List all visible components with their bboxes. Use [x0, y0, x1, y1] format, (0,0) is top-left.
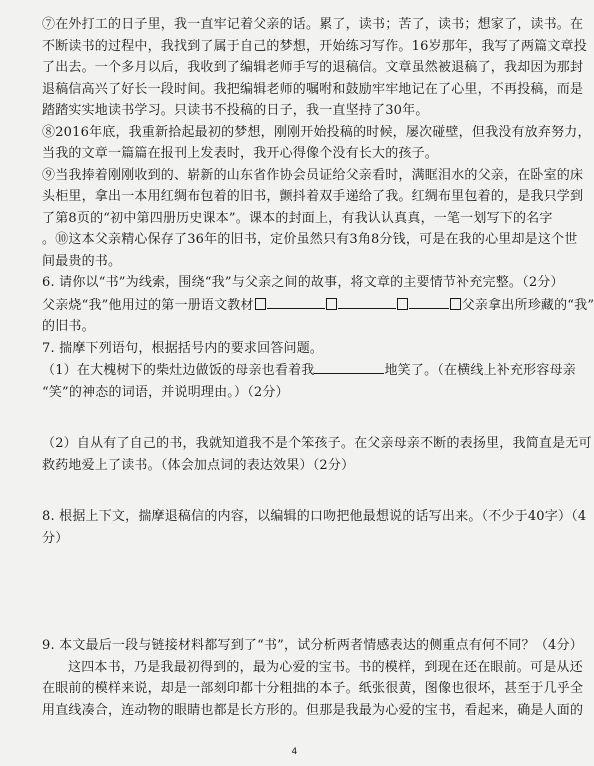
text-line: ⑨当我捧着刚刚收到的、崭新的山东省作协会员证给父亲看时，满眶泪水的父亲，在卧室的床	[42, 167, 584, 183]
question-title: 9. 本文最后一段与链接材料都写到了“书”，试分析两者情感表达的侧重点有何不同？（4分）	[42, 638, 583, 653]
material-line: 这四本书，乃是我最初得到的，最为心爱的宝书。书的模样，到现在还在眼前。可是从还	[68, 659, 583, 675]
answer-blank-2[interactable]	[338, 294, 396, 309]
answer-blank-mother-smile[interactable]	[314, 359, 384, 374]
fill-in-row	[42, 294, 594, 317]
question-9	[42, 635, 584, 721]
arrow-box	[326, 298, 337, 310]
question-6	[42, 272, 594, 338]
material-line: 在眼前的模样来说，却是一部刻印都十分粗拙的本子。纸张很黄，图像也很坏，甚至于几乎全	[42, 681, 584, 696]
answer-blank-1[interactable]	[267, 294, 325, 309]
paragraph-7	[42, 14, 587, 122]
text-line: 的旧书。	[42, 319, 95, 334]
question-stem: 6. 请你以“书”为线索，围绕“我”与父亲之间的故事，将文章的主要情节补充完整。（2分）	[42, 275, 564, 290]
fill-start-text: 父亲烧“我”他用过的第一册语文教材	[42, 297, 254, 313]
answer-space[interactable]	[42, 476, 543, 506]
arrow-box	[450, 298, 461, 310]
text-line: 救药地爱上了读书。（体会加点词的表达效果）（2分）	[42, 457, 355, 473]
sub-question-text: 地笑了。（在横线上补充形容母亲	[384, 363, 576, 378]
sub-question-1	[42, 359, 576, 382]
text-line: 头柜里，拿出一本用红绸布包着的旧书，颤抖着双手递给了我。红绸布里包着的，是我只学到	[42, 189, 584, 204]
text-line: 了第8页的“初中第四册历史课本”。课本的封面上，有我认认真真，一笔一划写下的名字	[42, 210, 553, 226]
fill-end-text: 父亲拿出所珍藏的“我”	[461, 297, 594, 313]
paragraph-9	[42, 165, 584, 273]
sub-question-2: （2）自从有了自己的书，我就知道我不是个笨孩子。在父亲母亲不断的表扬里，我简直是无可	[42, 436, 592, 451]
material-line: 用直线凑合，连动物的眼睛也都是长方形的。但那是我最为心爱的宝书，看起来，确是人面的	[42, 702, 584, 718]
arrow-box	[397, 298, 408, 310]
text-line: 退稿信高兴了好长一段时间。我把编辑老师的嘱咐和鼓励牢牢地记在了心里，不再投稿，而是	[42, 81, 584, 97]
text-line: 踏踏实实地读书学习。只读书不投稿的日子，我一直坚持了30年。	[42, 103, 429, 118]
text-line: 了出去。一个多月以后，我收到了编辑老师手写的退稿信。文章虽然被退稿了，我却因为那封	[42, 60, 584, 75]
text-line: 间最贵的书。	[42, 253, 122, 269]
text-line: 。⑩这本父亲精心保存了36年的旧书，定价虽然只有3角8分钱，可是在我的心里却是这个世	[42, 232, 578, 247]
text-line: ⑦在外打工的日子里，我一直牢记着父亲的话。累了，读书；苦了，读书；想家了，读书。在	[42, 17, 584, 32]
question-7	[42, 338, 592, 477]
text-line: “笑”的神态的词语，并说明理由。）（2分）	[42, 384, 289, 400]
sub-question-text: （1）在大槐树下的柴灶边做饭的母亲也看着我	[42, 363, 315, 378]
arrow-box	[255, 298, 266, 310]
question-title: 8. 根据上下文，揣摩退稿信的内容，以编辑的口吻把他最想说的话写出来。（不少于40字）（4	[42, 509, 587, 524]
page-number: 4	[291, 747, 298, 757]
question-title: 7. 揣摩下列语句，根据括号内的要求回答问题。	[42, 340, 324, 356]
paragraph-8	[42, 122, 591, 165]
text-line: 分）	[42, 530, 69, 546]
text-line: ⑧2016年底，我重新拾起最初的梦想，刚刚开始投稿的时候，屡次碰壁，但我没有放弃努力，	[42, 124, 591, 140]
answer-blank-3[interactable]	[409, 294, 449, 309]
answer-space[interactable]	[42, 549, 543, 629]
text-line: 不断读书的过程中，我找到了属于自己的梦想，开始练习写作。16岁那年，我写了两篇文章投	[42, 38, 587, 54]
answer-space[interactable]	[42, 403, 543, 433]
text-line: 当我的文章一篇篇在报刊上发表时，我开心得像个没有长大的孩子。	[42, 146, 439, 161]
question-8	[42, 506, 587, 549]
